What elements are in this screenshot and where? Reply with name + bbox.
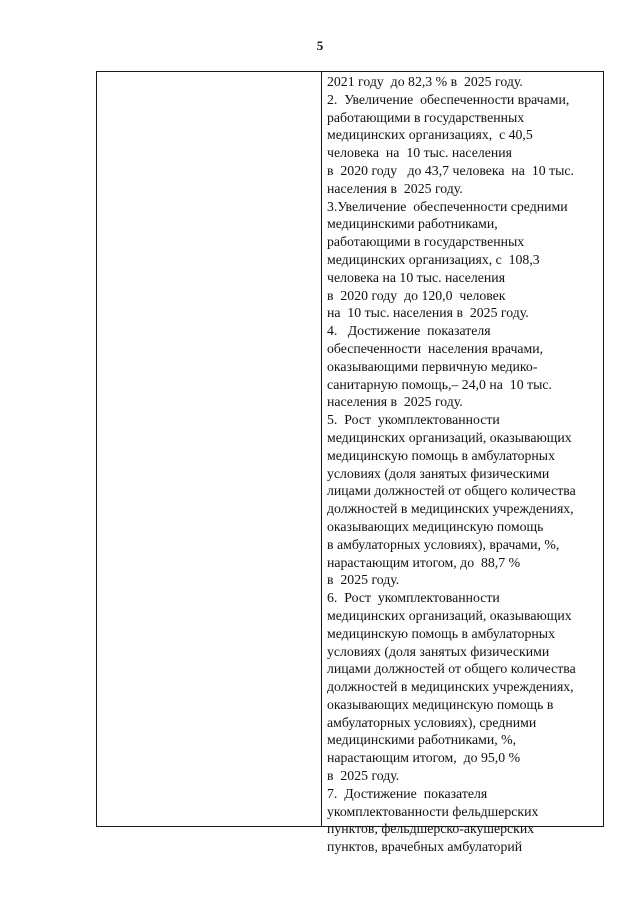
- text-line: в амбулаторных условиях), врачами, %,: [327, 536, 560, 552]
- text-line: 5. Рост укомплектованности: [327, 412, 500, 428]
- text-line: в 2025 году.: [327, 572, 400, 588]
- text-line: санитарную помощь,– 24,0 на 10 тыс.: [327, 376, 552, 392]
- text-line: амбулаторных условиях), средними: [327, 714, 537, 730]
- text-line: 2. Увеличение обеспеченности врачами,: [327, 91, 570, 107]
- text-line: в 2020 году до 120,0 человек: [327, 287, 506, 303]
- text-line: 6. Рост укомплектованности: [327, 590, 500, 606]
- text-line: лицами должностей от общего количества: [327, 661, 576, 677]
- text-line: должностей в медицинских учреждениях,: [327, 501, 574, 517]
- text-line: медицинскими работниками, %,: [327, 732, 517, 748]
- text-line: нарастающим итогом, до 88,7 %: [327, 554, 521, 570]
- text-line: медицинских организаций, оказывающих: [327, 607, 572, 623]
- text-line: пунктов, врачебных амбулаторий: [327, 839, 523, 855]
- text-line: в 2020 году до 43,7 человека на 10 тыс.: [327, 162, 574, 178]
- text-line: лицами должностей от общего количества: [327, 483, 576, 499]
- text-line: на 10 тыс. населения в 2025 году.: [327, 305, 529, 321]
- text-line: работающими в государственных: [327, 234, 525, 250]
- text-line: населения в 2025 году.: [327, 180, 463, 196]
- text-line: медицинских организациях, с 108,3: [327, 251, 540, 267]
- text-line: 4. Достижение показателя: [327, 323, 491, 339]
- text-line: обеспеченности населения врачами,: [327, 340, 544, 356]
- text-line: оказывающими первичную медико-: [327, 358, 538, 374]
- table-right-cell: [327, 73, 599, 856]
- text-line: медицинскую помощь в амбулаторных: [327, 447, 555, 463]
- text-line: оказывающих медицинскую помощь в: [327, 696, 554, 712]
- text-line: нарастающим итогом, до 95,0 %: [327, 750, 521, 766]
- text-line: пунктов, фельдшерско-акушерских: [327, 821, 535, 837]
- text-line: медицинскими работниками,: [327, 216, 498, 232]
- text-line: работающими в государственных: [327, 109, 525, 125]
- text-line: медицинских организациях, с 40,5: [327, 127, 533, 143]
- table-left-cell: [97, 72, 321, 826]
- text-line: условиях (доля занятых физическими: [327, 643, 550, 659]
- text-line: условиях (доля занятых физическими: [327, 465, 550, 481]
- text-line: человека на 10 тыс. населения: [327, 269, 506, 285]
- text-line: укомплектованности фельдшерских: [327, 803, 539, 819]
- page-number: 5: [316, 38, 324, 53]
- text-line: 7. Достижение показателя: [327, 785, 488, 801]
- text-line: населения в 2025 году.: [327, 394, 463, 410]
- text-line: 2021 году до 82,3 % в 2025 году.: [327, 74, 523, 89]
- text-line: медицинскую помощь в амбулаторных: [327, 625, 555, 641]
- text-line: должностей в медицинских учреждениях,: [327, 679, 574, 695]
- document-table: [96, 71, 604, 855]
- text-line: оказывающих медицинскую помощь: [327, 518, 544, 534]
- text-line: 3.Увеличение обеспеченности средними: [327, 198, 568, 214]
- column-divider: [321, 72, 322, 826]
- text-line: в 2025 году.: [327, 768, 400, 784]
- text-line: медицинских организаций, оказывающих: [327, 429, 572, 445]
- text-line: человека на 10 тыс. населения: [327, 145, 512, 161]
